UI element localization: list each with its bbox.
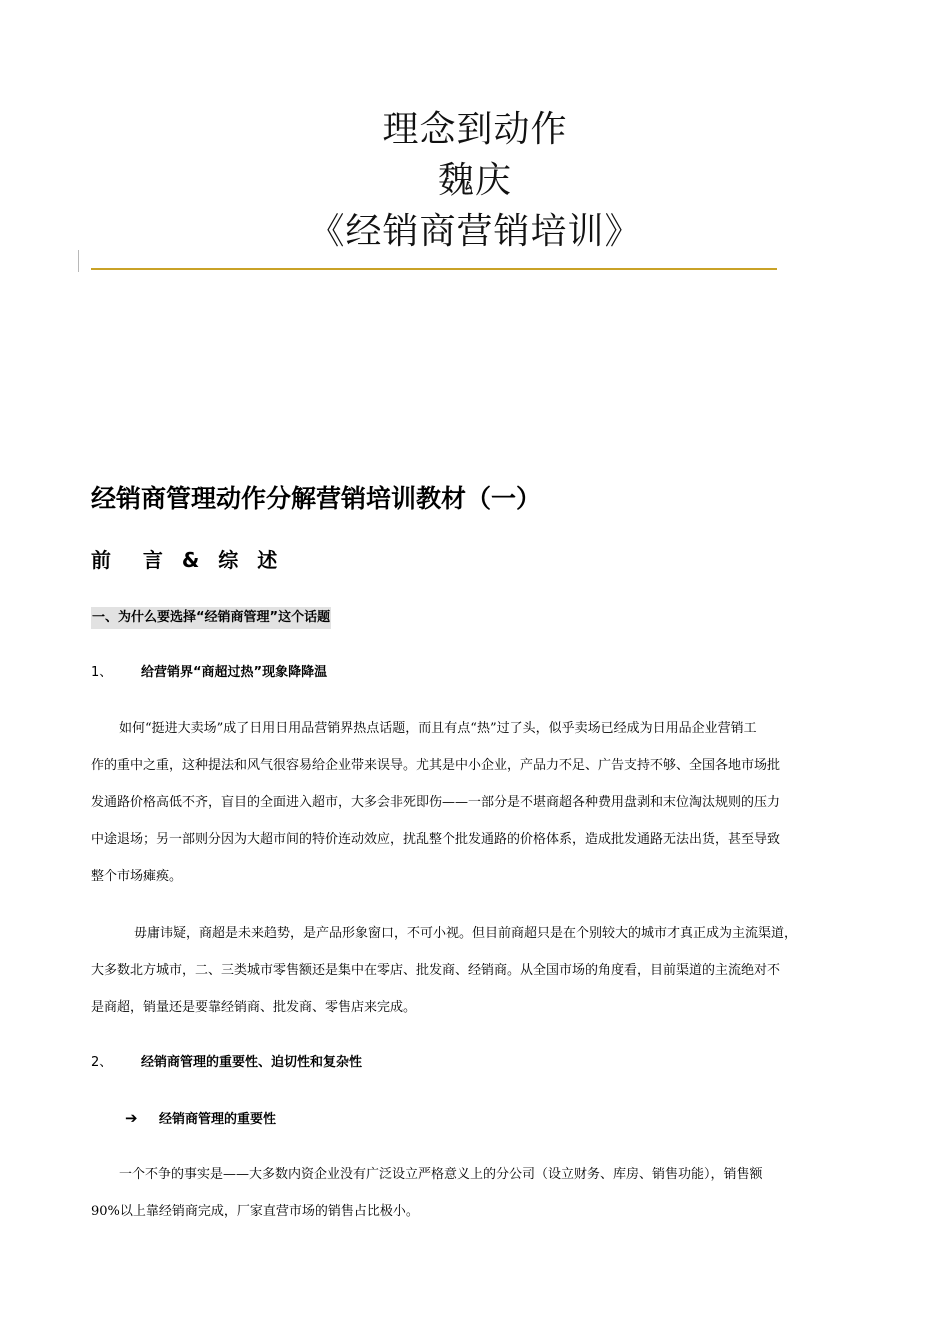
paragraph-line: 大多数北方城市，二、三类城市零售额还是集中在零店、批发商、经销商。从全国市场的角度看，目前渠道的主流绝对不 [91,963,781,978]
paragraph-line: 90%以上靠经销商完成，厂家直营市场的销售占比极小。 [91,1204,419,1219]
title-line-course: 《经销商营销培训》 [308,211,642,252]
paragraph-3 [91,1156,763,1230]
arrow-heading-text: 经销商管理的重要性 [159,1112,277,1127]
arrow-heading [125,1107,276,1131]
paragraph-line: 中途退场；另一部则分因为大超市间的特价连动效应，扰乱整个批发通路的价格体系，造成批发通路无法出货，甚至导致 [91,832,781,847]
paragraph-line: 是商超，销量还是要靠经销商、批发商、零售店来完成。 [91,1000,417,1015]
main-heading: 经销商管理动作分解营销培训教材（一） [91,484,542,513]
heading-text: 给营销界“商超过热”现象降降温 [141,665,328,680]
paragraph-line: 作的重中之重，这种提法和风气很容易给企业带来误导。尤其是中小企业，产品力不足、广告支持不够、全国各地市场批 [91,758,781,773]
title-line-author: 魏庆 [437,160,512,201]
heading-number: 2、 [91,1055,113,1070]
numbered-heading-1 [91,662,327,684]
paragraph-line: 一个不争的事实是——大多数内资企业没有广泛设立严格意义上的分公司（设立财务、库房、销售功能），销售额 [119,1167,763,1182]
document-title-block [0,104,950,257]
title-line-topic: 理念到动作 [382,109,568,150]
section-heading: 一、为什么要选择“经销商管理”这个话题 [91,607,331,629]
paragraph-line: 整个市场瘫痪。 [91,869,183,884]
title-divider [91,268,777,270]
numbered-heading-2 [91,1052,362,1074]
paragraph-line: 发通路价格高低不齐，盲目的全面进入超市，大多会非死即伤——一部分是不堪商超各种费用盘剥和末位淘汰规则的压力 [91,795,781,810]
paragraph-line: 毋庸讳疑，商超是未来趋势，是产品形象窗口，不可小视。但目前商超只是在个别较大的城市才真正成为主流渠道， [134,926,798,941]
paragraph-2 [91,915,797,1026]
paragraph-line: 如何“挺进大卖场”成了日用日用品营销界热点话题，而且有点“热”过了头，似乎卖场已经成为日用品企业营销工 [119,721,757,736]
margin-tick [78,250,79,272]
paragraph-1 [91,710,780,895]
heading-number: 1、 [91,665,113,680]
sub-heading: 前 言 & 综 述 [91,548,284,572]
heading-text: 经销商管理的重要性、迫切性和复杂性 [141,1055,363,1070]
arrow-right-icon: ➔ [125,1109,138,1127]
